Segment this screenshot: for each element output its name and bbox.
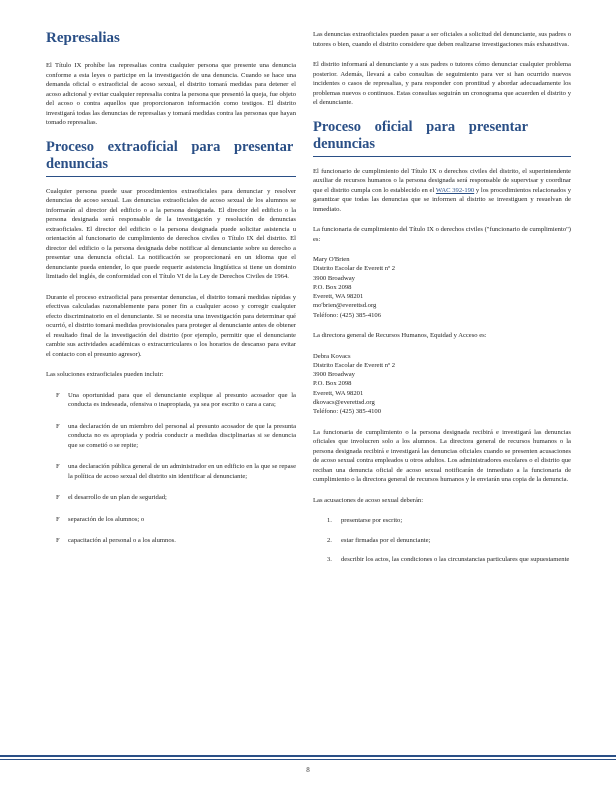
- proceso-oficial-heading: Proceso oficial para presentar denuncias: [313, 119, 571, 157]
- bullet-icon: F: [56, 537, 60, 544]
- contact-email[interactable]: dkovacs@everettsd.org: [313, 399, 375, 407]
- represalias-paragraph: El Título IX prohíbe las represalias contra cualquier persona que presente una denuncia conforme a esta leyes o participe en la investigación de una denuncia. Cuando se hace una demanda oficial o extraoficial de acoso sexual, el distrito tomará medidas para detener el acoso adicional y evitar cualquier represalia contra la persona que presentó la queja, fue objeto del acoso o contra aquellos que proporcionaron información como testigos. El distrito investigará todas las denuncias de represalias y tomará medidas contra las personas que hayan tomado represalias.: [46, 62, 296, 126]
- contact-pobox: P.O. Box 2098: [313, 380, 352, 388]
- right-column: [313, 30, 571, 575]
- continuation-paragraph-2: El distrito informará al denunciante y a sus padres o tutores cómo denunciar cualquier problema posterior. Además, llevará a cabo consultas de seguimiento para ver si han ocurrido nuevos incidentes o casos de represalias, y para responder con prontitud y abordar adecuadamente los problemas nuevos o continuos. Estas consultas seguirán un cronograma que acuerden el distrito y el denunciante.: [313, 61, 571, 106]
- contact-district: Distrito Escolar de Everett nº 2: [313, 265, 396, 273]
- contact-block-compliance: [313, 255, 571, 320]
- contact-street: 3900 Broadway: [313, 371, 355, 379]
- footer-divider: [0, 755, 616, 757]
- bullet-icon: F: [56, 391, 60, 399]
- bullet-icon: F: [56, 515, 60, 523]
- proceso-oficial-paragraph-2: La funcionaria de cumplimiento del Título IX o derechos civiles ("funcionario de cumplimiento") es:: [313, 226, 571, 243]
- list-item: F separación de los alumnos; o: [56, 515, 145, 523]
- contact-phone: Teléfono: (425) 385-4100: [313, 408, 382, 416]
- contact-phone: Teléfono: (425) 385-4106: [313, 311, 382, 319]
- list-item: F una declaración de un miembro del personal al presunto acosador de que la presunta conducta no es apropiada y podría conducir a medidas disciplinarias si se denuncia que se cometió o se repite;: [56, 422, 296, 449]
- contact-name: Debra Kovacs: [313, 352, 351, 360]
- contact-name: Mary O'Brien: [313, 256, 350, 263]
- contact-city: Everett, WA 98201: [313, 389, 364, 397]
- contact-street: 3900 Broadway: [313, 274, 355, 282]
- left-column: [46, 30, 296, 558]
- contact-city: Everett, WA 98201: [313, 293, 364, 301]
- represalias-heading: Represalias: [46, 30, 120, 46]
- acusaciones-intro: Las acusaciones de acoso sexual deberán:: [313, 496, 424, 504]
- list-item: 1. presentarse por escrito;: [327, 517, 403, 525]
- list-item: F el desarrollo de un plan de seguridad;: [56, 494, 167, 501]
- list-item: 2. estar firmadas por el denunciante;: [327, 536, 431, 544]
- continuation-paragraph-1: Las denuncias extraoficiales pueden pasar a ser oficiales a solicitud del denunciante, sus padres o tutores o bien, cuando el distrito considere que deben realizarse investigaciones más exhaustivas.: [313, 31, 571, 48]
- list-item: 3. describir los actos, las condiciones o las circunstancias particulares que supuestamente: [327, 556, 570, 564]
- soluciones-list: [46, 391, 296, 546]
- bullet-icon: F: [56, 494, 60, 501]
- bullet-icon: F: [56, 422, 60, 430]
- footer-divider-thin: [0, 759, 616, 760]
- contact-block-director: [313, 352, 571, 417]
- proceso-oficial-paragraph-1: El funcionario de cumplimiento del Título IX o derechos civiles del distrito, el superintendente auxiliar de recursos humanos o la persona designada será responsable de supervisar y coordinar que el distrito cumpla con lo establecido en el WAC 392-190 y los procedimientos relacionados y garantizar que todas las denuncias que se informen al distrito se investiguen y resuelvan de inmediato.: [313, 167, 571, 213]
- bullet-icon: F: [56, 463, 60, 470]
- page-number: 8: [306, 766, 310, 774]
- list-item: F una declaración pública general de un administrador en un edificio en la que se repase la política de acoso sexual del distrito sin identificar al denunciante;: [56, 463, 296, 480]
- soluciones-intro: Las soluciones extraoficiales pueden incluir:: [46, 371, 164, 378]
- wac-link[interactable]: WAC 392-190: [435, 186, 475, 194]
- contact-pobox: P.O. Box 2098: [313, 283, 352, 291]
- director-intro: La directora general de Recursos Humanos, Equidad y Acceso es:: [313, 332, 487, 340]
- proceso-extraoficial-paragraph-2: Durante el proceso extraoficial para presentar denuncias, el distrito tomará medidas rápidas y efectivas calculadas razonablemente para poner fin a cualquier acoso y corregir cualquier efecto discriminatorio en el denunciante. Si se necesita una investigación para determinar qué ocurrió, el distrito tomará medidas provisionales para proteger al denunciante antes de obtener el resultado final de la investigación del distrito (por ejemplo, permitir que el denunciante cambie sus actividades académicas o extracurriculares o los horarios de descanso para evitar el contacto con el presunto agresor).: [46, 293, 296, 358]
- list-item: F Una oportunidad para que el denunciante explique al presunto acosador que la conducta es indeseada, ofensiva o inapropiada, ya sea por escrito o cara a cara;: [56, 391, 296, 408]
- proceso-extraoficial-paragraph-1: Cualquier persona puede usar procedimientos extraoficiales para denunciar y resolver denuncias de acoso sexual. Las denuncias extraoficiales de acoso sexual de los alumnos se informarán al director del edificio o a la persona designada. El director del edificio o la persona designada será responsable de la investigación y resolución de denuncias extraoficiales. El director del edificio o la persona designada puede solicitar asistencia u orientación al funcionario de cumplimiento de derechos civiles o Título IX del distrito. El director del edificio o la persona designada debe notificar al denunciante sobre su derecho a presentar una denuncia oficial. La notificación se proporcionará en un idioma que el denunciante pueda entender, lo que puede requerir asistencia lingüística si tiene un dominio limitado del inglés, de conformidad con el Título VI de la Ley de Derechos Civiles de 1964.: [46, 187, 296, 280]
- contact-email[interactable]: mo'brien@everettsd.org: [313, 302, 377, 310]
- acusaciones-list: [313, 516, 571, 565]
- proceso-oficial-paragraph-3: La funcionaria de cumplimiento o la persona designada recibirá e investigará las denuncias oficiales que involucren solo a los alumnos. La directora general de recursos humanos o la persona designada recibirá e investigará las denuncias oficiales cuando se presenten acusaciones de acoso sexual contra empleados u otros adultos. Los administradores escolares o el distrito que reciban una denuncia oficial de acoso sexual notificarán de inmediato a la funcionaria de cumplimiento o la directora general de recursos humanos y le enviarán una copia de la denuncia.: [313, 428, 571, 484]
- proceso-extraoficial-heading: Proceso extraoficial para presentar denuncias: [46, 139, 296, 177]
- contact-district: Distrito Escolar de Everett nº 2: [313, 361, 396, 369]
- list-item: F capacitación al personal o a los alumnos.: [56, 537, 176, 544]
